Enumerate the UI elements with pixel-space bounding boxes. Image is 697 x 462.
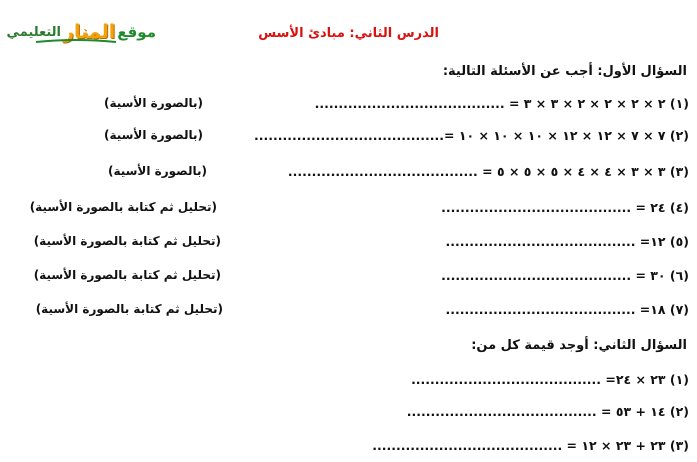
q1-item-4-expression: (٤) ٢٤ = ........................................: [441, 200, 689, 215]
q1-item-3-expression: (٣) ٣ × ٣ × ٤ × ٤ × ٥ × ٥ × ٥ = ........................................: [287, 164, 689, 179]
q1-item-7-note: (تحليل ثم كتابة بالصورة الأسية): [35, 302, 223, 316]
q1-item-1-expression: (١) ٢ × ٢ × ٢ × ٢ × ٣ × ٣ = ........................................: [314, 96, 689, 111]
q2-item-3: [0, 438, 697, 458]
q1-item-7: [0, 302, 697, 322]
q1-item-5-expression: (٥) ١٢= ........................................: [445, 234, 689, 249]
q1-item-6-note: (تحليل ثم كتابة بالصورة الأسية): [33, 268, 221, 282]
q1-item-6-expression: (٦) ٣٠ = ........................................: [441, 268, 689, 283]
logo-swoosh-icon: [36, 38, 116, 44]
site-logo[interactable]: [6, 16, 156, 48]
q2-item-3-expression: (٣) ٢٣ + ٢٣ × ١٢ = ........................................: [372, 438, 689, 453]
q1-item-6: [0, 268, 697, 288]
q1-item-5: [0, 234, 697, 254]
q1-item-5-note: (تحليل ثم كتابة بالصورة الأسية): [33, 234, 221, 248]
logo-word-almanar: المنار: [63, 21, 116, 43]
q1-item-4-note: (تحليل ثم كتابة بالصورة الأسية): [29, 200, 217, 214]
q1-item-1: [0, 96, 697, 116]
q1-item-7-expression: (٧) ١٨= ........................................: [445, 302, 689, 317]
q1-item-1-note: (بالصورة الأسية): [103, 96, 203, 110]
q1-item-2-note: (بالصورة الأسية): [103, 128, 203, 142]
q2-item-1-expression: (١) ٢٣ × ٢٤= ........................................: [411, 372, 689, 387]
q2-item-1: [0, 372, 697, 392]
question-1-heading: السؤال الأول: أجب عن الأسئلة التالية:: [442, 64, 687, 79]
logo-word-taalimi: التعليمي: [6, 24, 62, 40]
logo-word-mawqi: موقع: [117, 23, 156, 41]
q2-item-2-expression: (٢) ١٤ + ٥٣ = ........................................: [406, 404, 689, 419]
q1-item-3: [0, 164, 697, 184]
q2-item-2: [0, 404, 697, 424]
lesson-title: الدرس الثاني: مبادئ الأسس: [258, 26, 439, 41]
q1-item-2-expression: (٢) ٧ × ٧ × ١٢ × ١٢ × ١٠ × ١٠ × ١٠ =........................................: [254, 128, 689, 143]
q1-item-4: [0, 200, 697, 220]
q1-item-2: [0, 128, 697, 148]
q1-item-3-note: (بالصورة الأسية): [107, 164, 207, 178]
question-2-heading: السؤال الثاني: أوجد قيمة كل من:: [471, 338, 687, 353]
